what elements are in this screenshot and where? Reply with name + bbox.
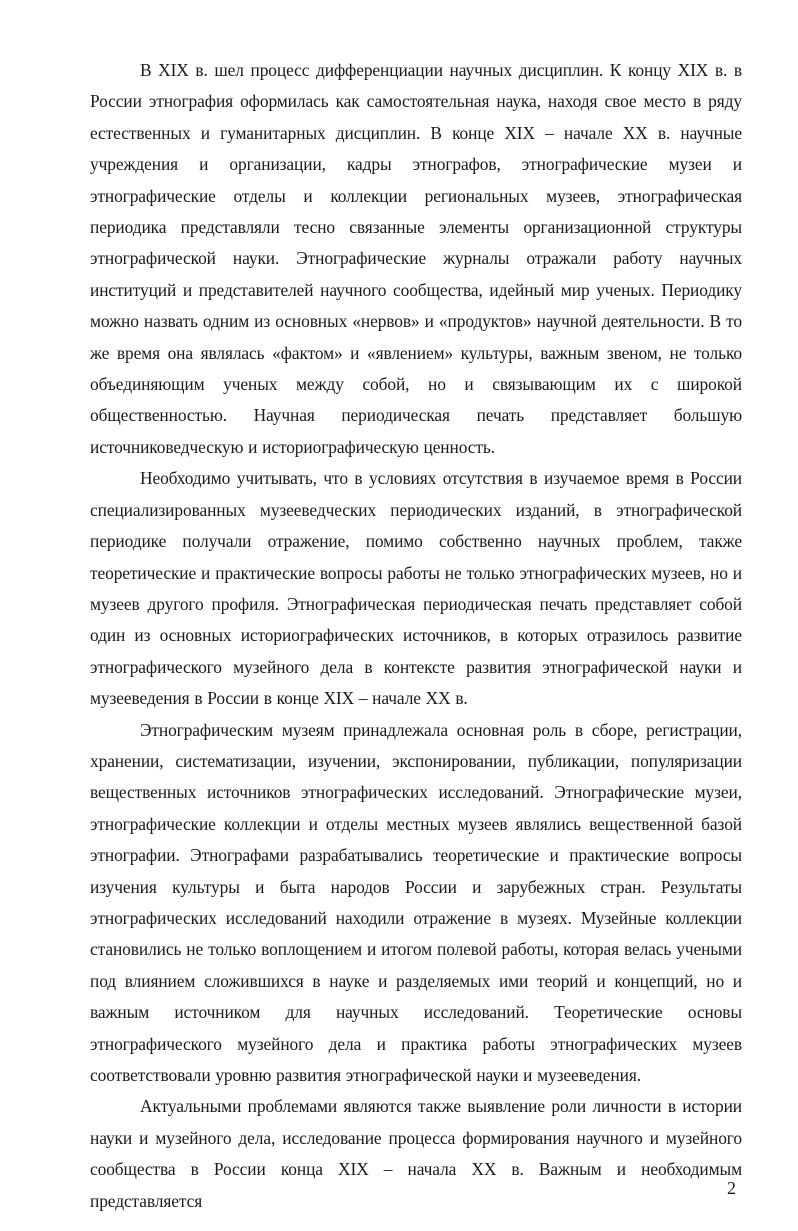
page-number: 2 (727, 1178, 736, 1198)
body-text (90, 55, 742, 1217)
paragraph-3: Этнографическим музеям принадлежала основная роль в сборе, регистрации, хранении, систематизации, изучении, экспонировании, публикации, популяризации вещественных источников этнографических исследований. Этнографические музеи, этнографические коллекции и отделы местных музеев являлись вещественной базой этнографии. Этнографами разрабатывались теоретические и практические вопросы изучения культуры и быта народов России и зарубежных стран. Результаты этнографических исследований находили отражение в музеях. Музейные коллекции становились не только воплощением и итогом полевой работы, которая велась учеными под влиянием сложившихся в науке и разделяемых ими теорий и концепций, но и важным источником для научных исследований. Теоретические основы этнографического музейного дела и практика работы этнографических музеев соответствовали уровню развития этнографической науки и музееведения. (90, 719, 742, 1085)
paragraph-1: В XIX в. шел процесс дифференциации научных дисциплин. К концу XIX в. в России этнография оформилась как самостоятельная наука, находя свое место в ряду естественных и гуманитарных дисциплин. В конце XIX – начале XX в. научные учреждения и организации, кадры этнографов, этнографические музеи и этнографические отделы и коллекции региональных музеев, этнографическая периодика представляли тесно связанные элементы организационной структуры этнографической науки. Этнографические журналы отражали работу научных институций и представителей научного сообщества, идейный мир ученых. Периодику можно назвать одним из основных «нервов» и «продуктов» научной деятельности. В то же время она являлась «фактом» и «явлением» культуры, важным звеном, не только объединяющим ученых между собой, но и связывающим их с широкой общественностью. Научная периодическая печать представляет большую источниковедческую и историографическую ценность. (90, 60, 742, 457)
paragraph-4: Актуальными проблемами являются также выявление роли личности в истории науки и музейного дела, исследование процесса формирования научного и музейного сообщества в России конца XIX – начала XX в. Важным и необходимым представляется (90, 1096, 742, 1211)
paragraph-2: Необходимо учитывать, что в условиях отсутствия в изучаемое время в России специализированных музееведческих периодических изданий, в этнографической периодике получали отражение, помимо собственно научных проблем, также теоретические и практические вопросы работы не только этнографических музеев, но и музеев другого профиля. Этнографическая периодическая печать представляет собой один из основных историографических источников, в которых отразилось развитие этнографического музейного дела в контексте развития этнографической науки и музееведения в России в конце XIX – начале XX в. (90, 468, 742, 709)
